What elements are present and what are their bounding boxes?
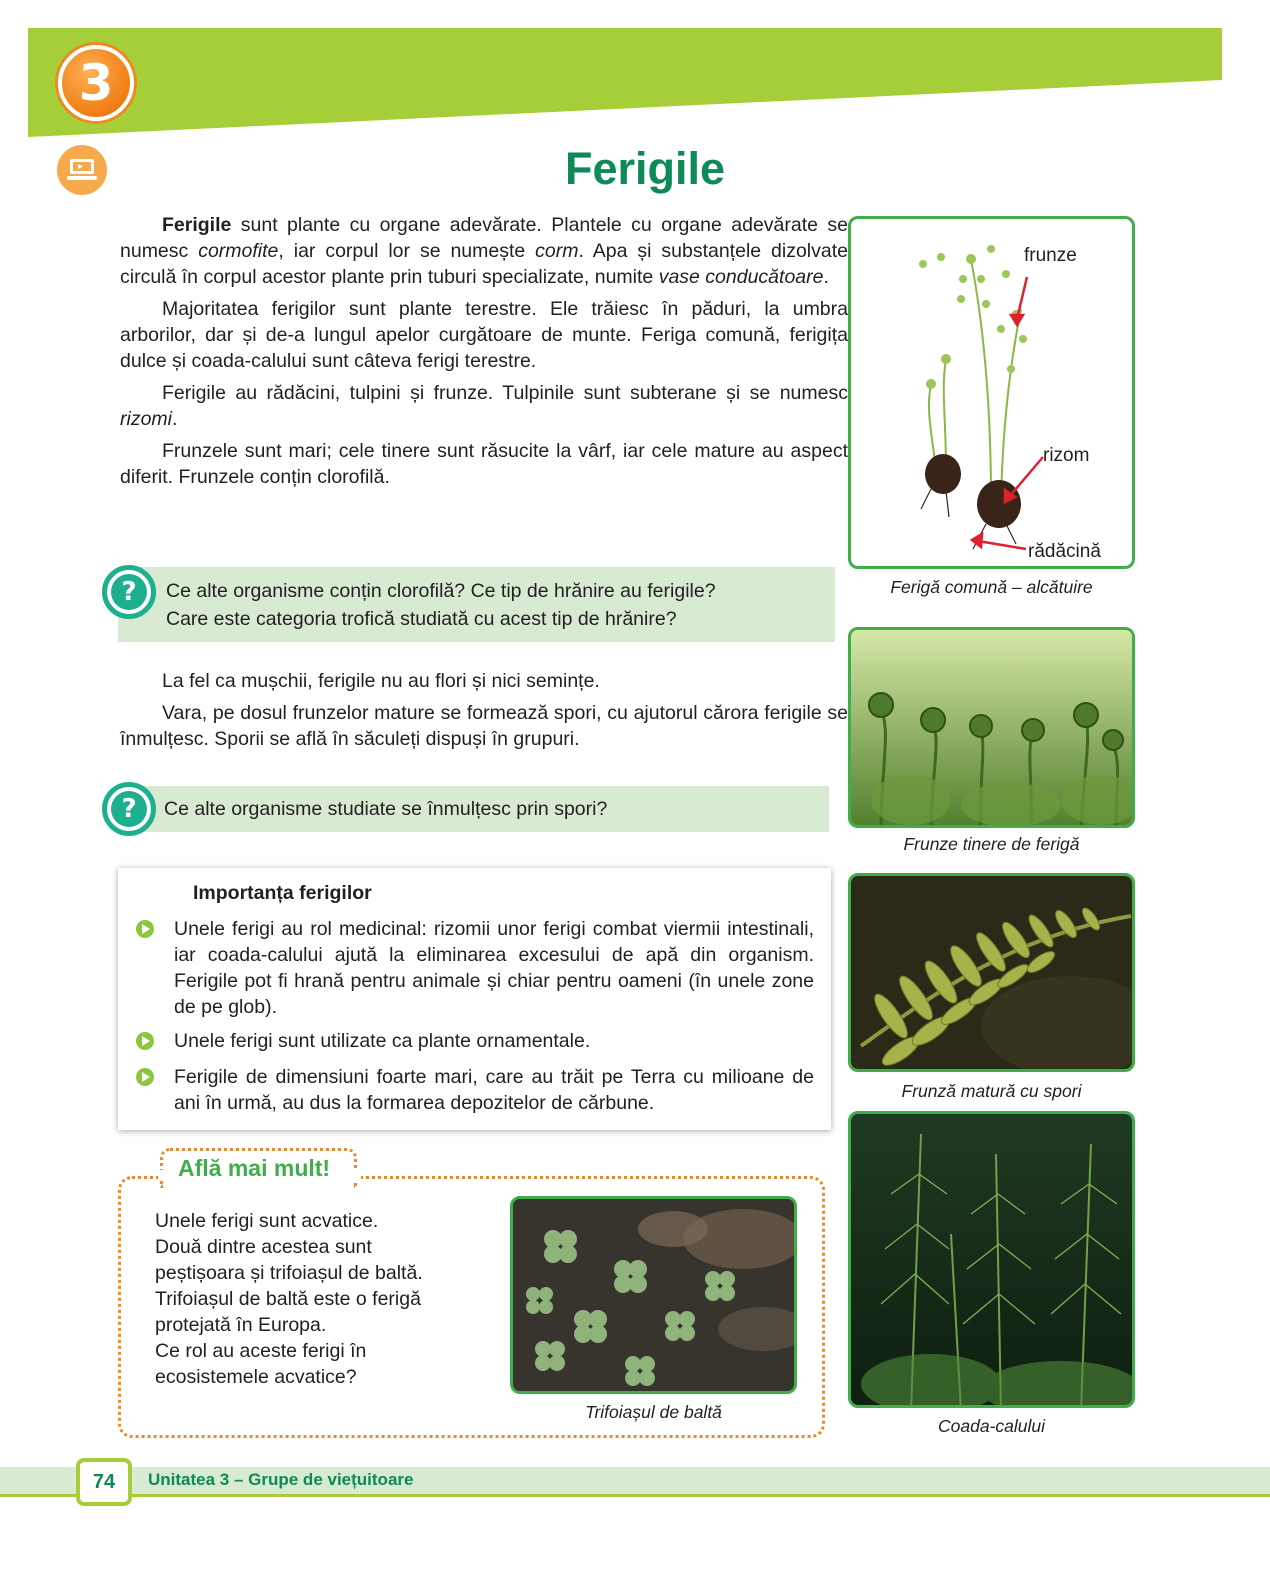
intro-paragraph-2: Majoritatea ferigilor sunt plante terestre. Ele trăiesc în păduri, la umbra arborilor, dar și de-a lungul apelor curgătoare de munte. Feriga comună, ferigița dulce și coada-calului sunt câteva ferigi terestre. bbox=[120, 298, 848, 372]
bullet-icon bbox=[136, 1032, 154, 1050]
question-2-line-1: Ce alte organisme studiate se înmulțesc prin spori? bbox=[164, 798, 608, 820]
learn-more-text bbox=[155, 1208, 485, 1390]
trifoias-caption: Trifoiașul de baltă bbox=[585, 1402, 722, 1422]
question-1-line-1: Ce alte organisme conțin clorofilă? Ce tip de hrănire au ferigile? bbox=[166, 580, 716, 602]
importance-item-2: Unele ferigi sunt utilizate ca plante ornamentale. bbox=[174, 1030, 591, 1052]
unit-number-badge bbox=[58, 45, 134, 121]
middle-paragraph-1: La fel ca mușchii, ferigile nu au flori și nici semințe. bbox=[162, 670, 600, 692]
page-number: 74 bbox=[76, 1458, 132, 1506]
intro-text bbox=[120, 212, 848, 496]
question-box-1 bbox=[118, 567, 835, 642]
learn-more-line: ecosistemele acvatice? bbox=[155, 1366, 357, 1388]
learn-more-line: peștișoara și trifoiașul de baltă. bbox=[155, 1262, 423, 1284]
importance-box bbox=[118, 868, 831, 1130]
learn-more-line: protejată în Europa. bbox=[155, 1314, 327, 1336]
label-rhizome: rizom bbox=[1043, 445, 1090, 466]
page-title: Ferigile bbox=[564, 143, 726, 194]
question-1-line-2: Care este categoria trofică studiată cu acest tip de hrănire? bbox=[166, 608, 677, 630]
young-fronds-photo bbox=[848, 627, 1135, 828]
importance-title: Importanța ferigilor bbox=[193, 882, 372, 904]
horsetail-caption: Coada-calului bbox=[937, 1416, 1045, 1436]
young-fronds-caption: Frunze tinere de ferigă bbox=[903, 834, 1080, 854]
header-band bbox=[0, 0, 1270, 150]
middle-paragraph-2: Vara, pe dosul frunzelor mature se formează spori, cu ajutorul cărora ferigile se înmulțesc. Sporii se află în săculeți dispuși în grupuri. bbox=[120, 702, 848, 750]
intro-paragraph-3: Ferigile au rădăcini, tulpini și frunze. Tulpinile sunt subterane și se numesc rizomi. bbox=[120, 382, 848, 430]
bullet-icon bbox=[136, 1068, 154, 1086]
middle-text bbox=[120, 668, 848, 758]
horsetail-photo bbox=[848, 1111, 1135, 1408]
footer-unit-text: Unitatea 3 – Grupe de viețuitoare bbox=[148, 1470, 414, 1489]
learn-more-line: Ce rol au aceste ferigi în bbox=[155, 1340, 367, 1362]
fern-diagram-caption: Ferigă comună – alcătuire bbox=[890, 577, 1093, 597]
importance-item-3: Ferigile de dimensiuni foarte mari, care au trăit pe Terra cu milioane de ani în urmă, au dus la formarea depozitelor de cărbune. bbox=[174, 1066, 814, 1114]
trifoias-photo bbox=[510, 1196, 797, 1394]
intro-paragraph-1: Ferigile sunt plante cu organe adevărate. Plantele cu organe adevărate se numesc cormofite, iar corpul lor se numește corm. Apa și substanțele dizolvate circulă în corpul acestor plante prin tuburi specializate, numite vase conducătoare. bbox=[120, 214, 849, 288]
fern-diagram-figure bbox=[848, 216, 1135, 569]
mature-frond-photo bbox=[848, 873, 1135, 1072]
intro-paragraph-4: Frunzele sunt mari; cele tinere sunt răsucite la vârf, iar cele mature au aspect diferit. Frunzele conțin clorofilă. bbox=[120, 440, 848, 488]
learn-more-line: Două dintre acestea sunt bbox=[155, 1236, 372, 1258]
mature-frond-caption: Frunză matură cu spori bbox=[901, 1081, 1082, 1101]
bullet-icon bbox=[136, 920, 154, 938]
question-icon: ? bbox=[102, 782, 156, 836]
question-box-2 bbox=[118, 786, 829, 832]
importance-item-1: Unele ferigi au rol medicinal: rizomii unor ferigi combat viermii intestinali, iar coada-calului ajută la eliminarea excesului de apă din organism. Ferigile pot fi hrană pentru animale și chiar pentru oameni (în unele zone de pe glob). bbox=[174, 918, 814, 1018]
learn-more-title: Află mai mult! bbox=[178, 1155, 331, 1181]
label-root: rădăcină bbox=[1028, 541, 1101, 562]
learn-more-line: Unele ferigi sunt acvatice. bbox=[155, 1210, 379, 1232]
unit-number: 3 bbox=[78, 54, 114, 112]
learn-more-line: Trifoiașul de baltă este o ferigă bbox=[155, 1288, 421, 1310]
label-fronds: frunze bbox=[1024, 245, 1077, 266]
question-icon: ? bbox=[102, 565, 156, 619]
